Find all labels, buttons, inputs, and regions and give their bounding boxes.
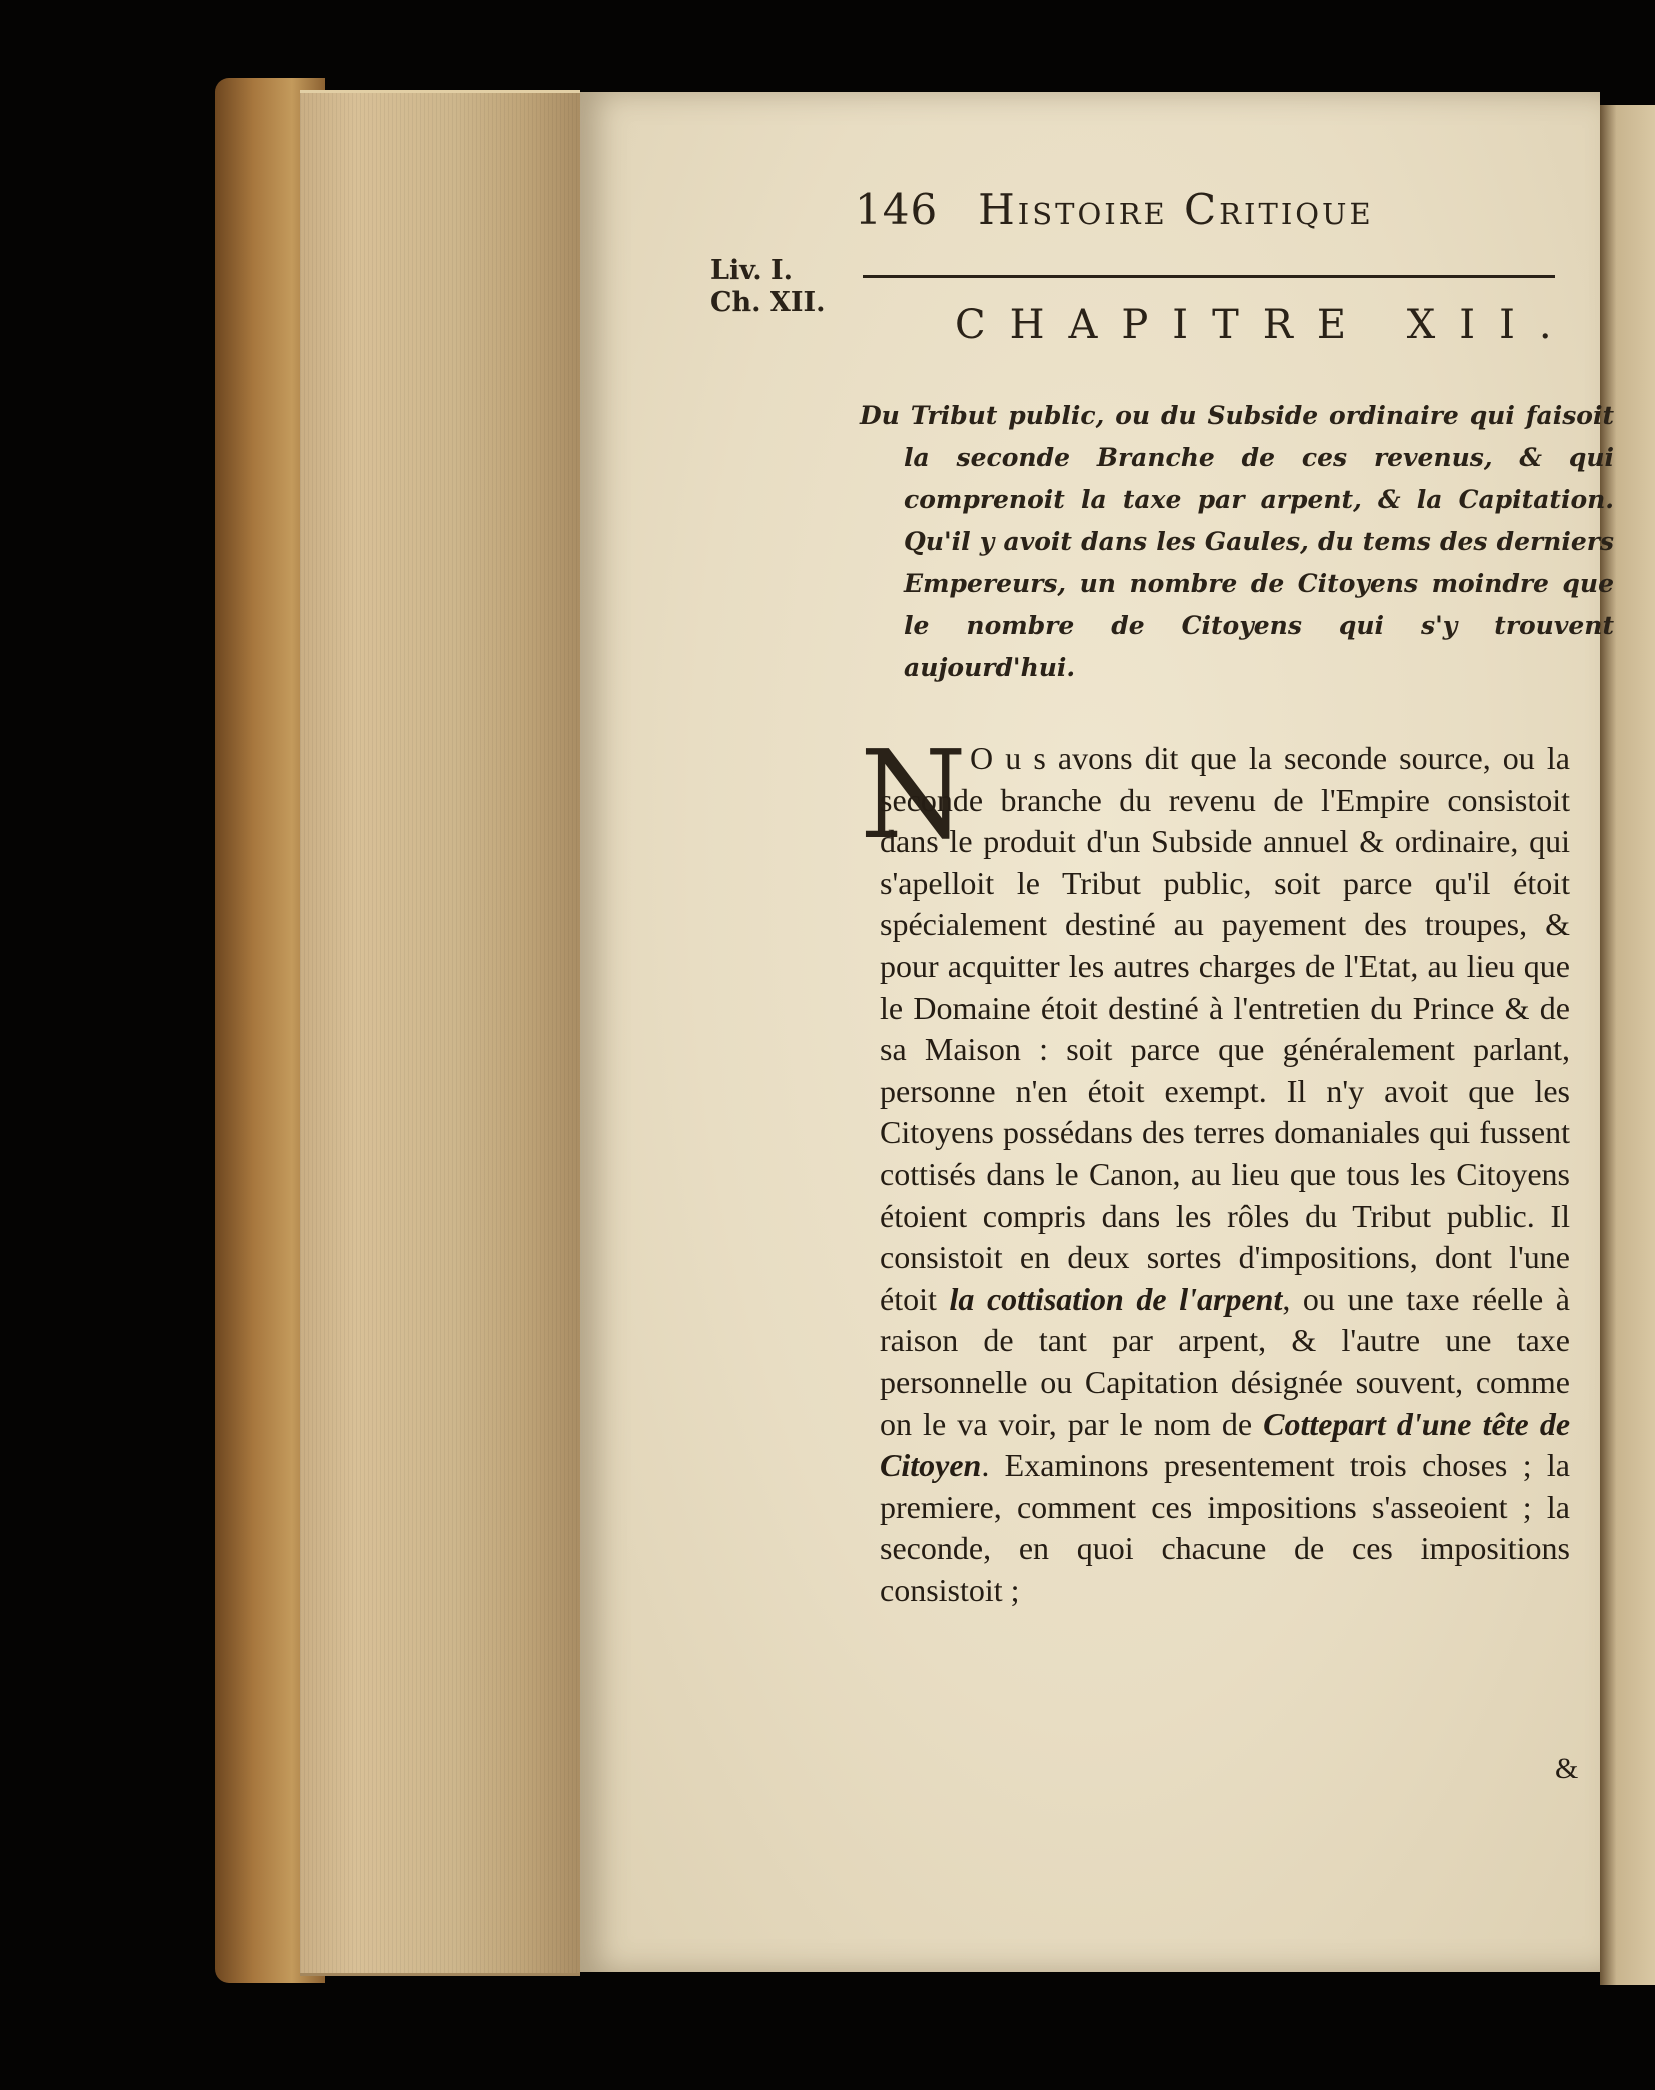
- running-head: [855, 185, 1374, 234]
- margin-note-book: Liv. I.: [710, 255, 794, 286]
- drop-cap: N: [860, 724, 967, 866]
- running-title: Histoire Critique: [978, 185, 1374, 234]
- body-closing: . Examinons presentement trois choses ; la premiere, comment ces impositions s'asseoient ; la seconde, en quoi chacune de ces impositions consistoit ;: [880, 1447, 1570, 1608]
- body-middle: , ou une taxe réelle à raison de tant par arpent, & l'autre une taxe personnelle ou Capitation désignée souvent, comme on le va voir, par le nom de: [880, 1280, 1571, 1442]
- body-paragraph: [880, 738, 1570, 1611]
- body-opening: O u s avons dit que la seconde source, ou la seconde branche du revenu de l'Empire consistoit dans le produit d'un Subside annuel & ordinaire, qui s'apelloit le Tribut public, soit parce qu'il étoit spécialement destiné au payement des troupes, & pour acquitter les autres charges de l'Etat, au lieu que le Domaine étoit destiné à l'entretien du Prince & de sa Maison : soit parce que généralement parlant, personne n'en étoit exempt. Il n'y avoit que les Citoyens possédans des terres domaniales qui fussent cottisés dans le Canon, au lieu que tous les Citoyens étoient compris dans les rôles du Tribut public. Il consistoit en deux sortes d'impositions, dont l'une étoit: [880, 740, 1570, 1317]
- page-number: 146: [855, 185, 939, 234]
- body-italic-2: Cottepart d'une tête de Citoyen: [880, 1405, 1571, 1484]
- margin-note-chapter: Ch. XII.: [710, 287, 826, 318]
- facing-page-edge: [1600, 105, 1655, 1985]
- margin-note: [710, 255, 826, 319]
- chapter-title: CHAPITRE XII.: [955, 302, 1576, 348]
- page-edges: [300, 90, 580, 1976]
- catchword: &: [1555, 1752, 1579, 1785]
- chapter-summary: Du Tribut public, ou du Subside ordinaire qui faisoit la seconde Branche de ces revenus, & qui comprenoit la taxe par arpent, & la Capitation. Qu'il y avoit dans les Gaules, du tems des derniers Empereurs, un nombre de Citoyens moindre que le nombre de Citoyens qui s'y trouvent aujourd'hui.: [860, 401, 1614, 682]
- body-italic-1: la cottisation de l'arpent: [949, 1280, 1283, 1317]
- header-rule: [863, 275, 1555, 278]
